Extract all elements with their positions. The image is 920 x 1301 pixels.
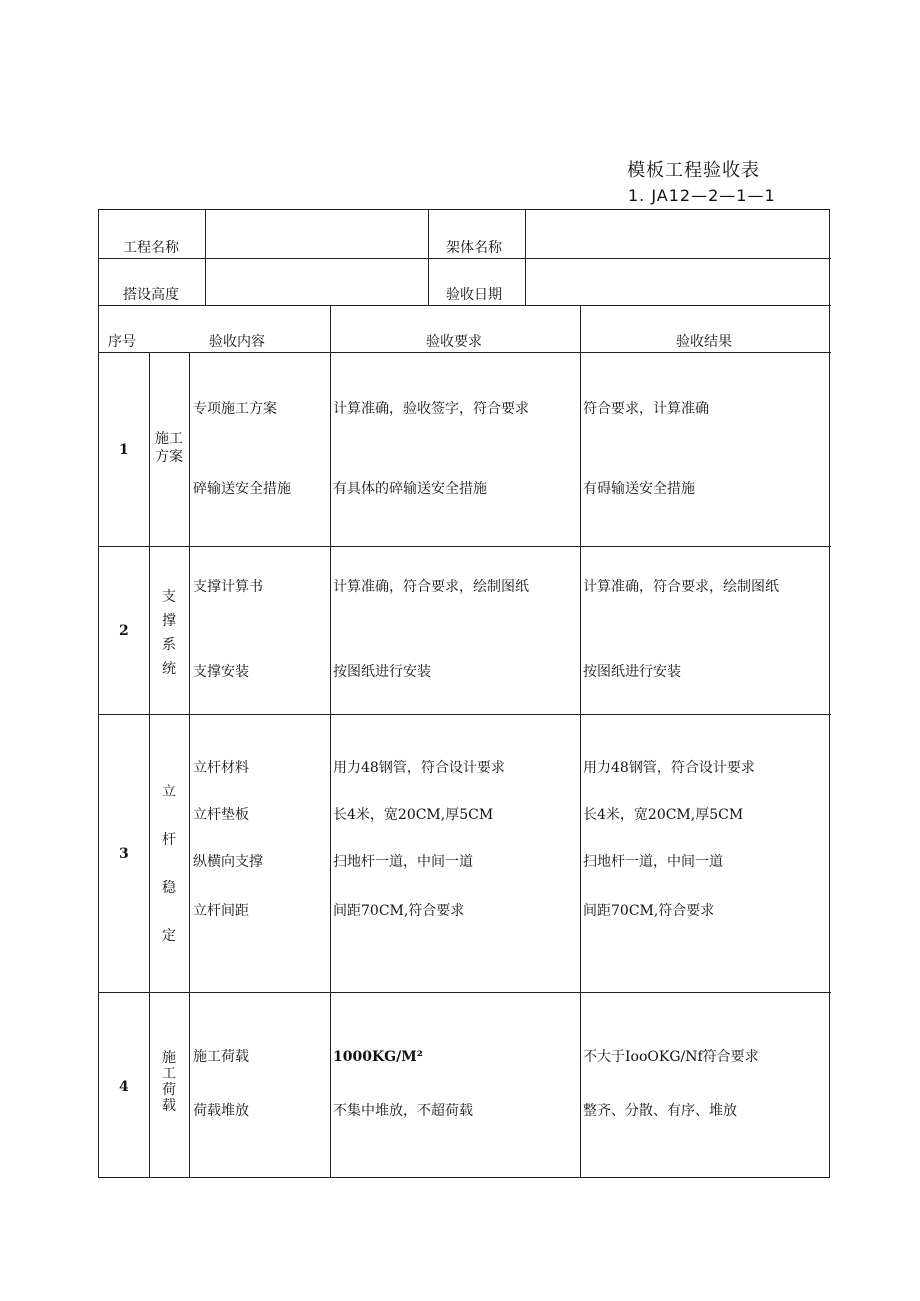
item-result: 用力48钢管，符合设计要求 (583, 760, 755, 776)
col-divider (330, 305, 331, 1178)
col-divider (525, 210, 526, 305)
item-content: 支撑安装 (193, 664, 249, 680)
item-result: 长4米，宽20CM,厚5CM (583, 807, 744, 823)
item-content: 荷载堆放 (193, 1103, 249, 1119)
section-name-line: 统 (162, 661, 176, 677)
item-requirement: 不集中堆放，不超荷载 (333, 1103, 473, 1119)
section-name-line: 工 (162, 1066, 176, 1082)
header-seq: 序号 (108, 334, 136, 350)
section-name-line: 系 (162, 637, 176, 653)
item-content: 立杆间距 (193, 903, 249, 919)
row-divider (99, 305, 831, 306)
row-divider (99, 546, 831, 547)
section-name (155, 430, 183, 466)
section-name-line: 施 (162, 1050, 176, 1066)
section-name (155, 780, 183, 948)
item-result: 按图纸进行安装 (583, 664, 681, 680)
item-requirement: 间距70CM,符合要求 (333, 903, 465, 919)
section-name-line: 荷 (162, 1082, 176, 1098)
item-content: 碎输送安全措施 (193, 481, 291, 497)
col-divider (189, 352, 190, 1178)
frame-name-label: 架体名称 (446, 240, 502, 256)
item-requirement: 扫地杆一道，中间一道 (333, 854, 473, 870)
item-requirement: 计算准确，符合要求，绘制图纸 (333, 579, 529, 595)
header-requirement: 验收要求 (426, 334, 482, 350)
header-result: 验收结果 (676, 334, 732, 350)
item-result: 符合要求，计算准确 (583, 401, 709, 417)
item-content: 纵横向支撑 (193, 854, 263, 870)
row-divider (99, 992, 831, 993)
section-name (155, 1050, 183, 1114)
row-divider (99, 352, 831, 353)
section-name-line: 施工 (155, 431, 183, 447)
col-divider (428, 210, 429, 305)
section-name-line: 方案 (155, 449, 183, 465)
item-content: 专项施工方案 (193, 401, 277, 417)
item-content: 立杆垫板 (193, 807, 249, 823)
item-requirement: 有具体的碎输送安全措施 (333, 481, 487, 497)
section-number: 4 (119, 1079, 129, 1095)
acceptance-table (98, 209, 830, 1178)
row-divider (99, 258, 831, 259)
section-name-line: 稳 (162, 880, 176, 896)
item-result: 计算准确，符合要求，绘制图纸 (583, 579, 779, 595)
section-name-line: 撑 (162, 613, 176, 629)
item-content: 支撑计算书 (193, 579, 263, 595)
project-name-label: 工程名称 (123, 240, 179, 256)
row-divider (99, 714, 831, 715)
document-title: 模板工程验收表 (627, 160, 760, 181)
item-content: 施工荷载 (193, 1049, 249, 1065)
date-label: 验收日期 (446, 287, 502, 303)
col-divider (149, 352, 150, 1178)
item-result: 整齐、分散、有序、堆放 (583, 1103, 737, 1119)
section-name-line: 支 (162, 589, 176, 605)
height-label: 搭设高度 (123, 287, 179, 303)
section-name-line: 载 (162, 1098, 176, 1114)
section-number: 1 (119, 442, 129, 458)
section-name (155, 585, 183, 681)
section-name-line: 杆 (162, 832, 176, 848)
item-result: 不大于IooOKG/Nf符合要求 (583, 1049, 759, 1065)
col-divider (205, 210, 206, 305)
col-divider (580, 305, 581, 1178)
item-requirement: 按图纸进行安装 (333, 664, 431, 680)
item-result: 间距70CM,符合要求 (583, 903, 715, 919)
item-result: 扫地杆一道，中间一道 (583, 854, 723, 870)
item-content: 立杆材料 (193, 760, 249, 776)
item-requirement: 计算准确，验收签字，符合要求 (333, 401, 529, 417)
section-name-line: 定 (162, 928, 176, 944)
document-code: 1. JA12—2—1—1 (628, 186, 776, 205)
item-requirement: 长4米，宽20CM,厚5CM (333, 807, 494, 823)
item-result: 有碍输送安全措施 (583, 481, 695, 497)
section-number: 2 (119, 623, 129, 639)
item-requirement: 用力48钢管，符合设计要求 (333, 760, 505, 776)
section-number: 3 (119, 846, 129, 862)
section-name-line: 立 (162, 784, 176, 800)
header-content: 验收内容 (209, 334, 265, 350)
item-requirement: 1000KG/M² (333, 1049, 423, 1065)
